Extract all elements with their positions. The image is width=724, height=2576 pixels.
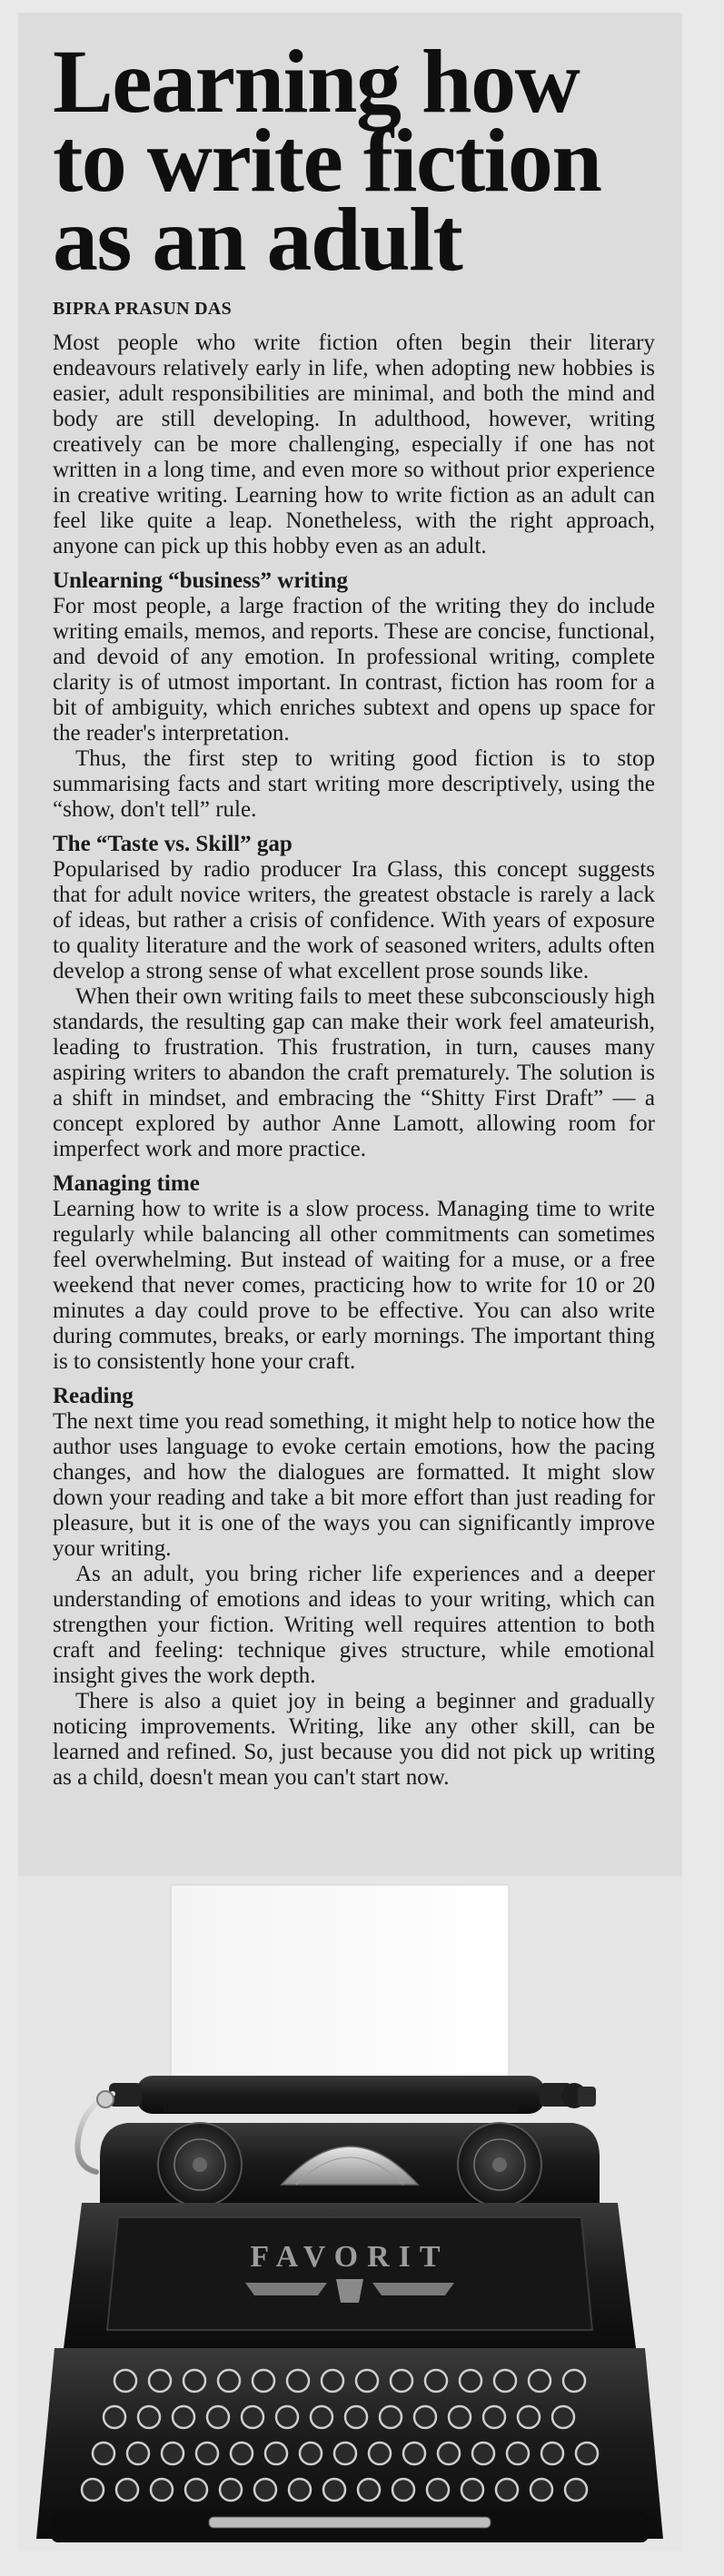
intro-paragraph: Most people who write fiction often begin their literary endeavours relatively early in life, when adopting new hobbies is easier, adult responsibilities are minimal, and both the mind and body are still developing. In adulthood, however, writing creatively can be more challenging, especially if one has not written in a long time, and even more so without prior experience in creative writing. Learning how to write fiction as an adult can feel like quite a leap. Nonetheless, with the right approach, anyone can pick up this hobby even as an adult. <box>53 331 655 558</box>
section-heading-managing-time: Managing time <box>53 1171 200 1196</box>
paragraph: The next time you read something, it might help to notice how the author uses language to evoke certain emotions, how the pacing changes, and how the dialogues are formatted. It might slow down your reading and take a bit more effort than just reading for pleasure, but it is one of the ways you can significantly improve your writing. <box>53 1409 655 1561</box>
paragraph: Thus, the first step to writing good fiction is to stop summarising facts and start writing more descriptively, using the “show, don't tell” rule. <box>53 746 655 822</box>
paragraph: As an adult, you bring richer life experiences and a deeper understanding of emotions and ideas to your writing, which can strengthen your fiction. Writing well requires attention to both craft and feeling: technique gives structure, while emotional insight gives the work depth. <box>53 1562 655 1688</box>
headline-line-1: Learning how <box>53 31 580 132</box>
paragraph: For most people, a large fraction of the writing they do include writing emails, memos, and reports. These are concise, functional, and devoid of any emotion. In professional writing, complete clarity is of utmost important. In contrast, fiction has room for a bit of ambiguity, which enriches subtext and opens up space for the reader's interpretation. <box>53 594 655 745</box>
paper-sheet <box>171 1885 509 2103</box>
typewriter-photo <box>18 1876 682 2551</box>
byline: BIPRA PRASUN DAS <box>53 299 233 319</box>
paragraph: There is also a quiet joy in being a beginner and gradually noticing improvements. Writing, like any other skill, can be learned and refined. So, just because you did not pick up writing as a child, doesn't mean you can't start now. <box>53 1689 655 1790</box>
headline <box>53 31 655 290</box>
space-bar <box>209 2517 491 2528</box>
typewriter-illustration <box>18 1876 682 2551</box>
headline-line-3: as an adult <box>53 189 462 290</box>
brand-nameplate: FAVORIT <box>250 2240 450 2274</box>
paragraph: Popularised by radio producer Ira Glass, this concept suggests that for adult novice writers, the greatest obstacle is rarely a lack of ideas, but rather a crisis of confidence. With years of exposure to quality literature and the work of seasoned writers, adults often develop a strong sense of what excellent prose sounds like. <box>53 857 655 983</box>
article-body <box>53 331 655 1791</box>
section-heading-unlearning: Unlearning “business” writing <box>53 568 349 593</box>
section-heading-reading: Reading <box>53 1384 134 1408</box>
paragraph: When their own writing fails to meet these subconsciously high standards, the resulting gap can make their work feel amateurish, leading to frustration. This frustration, in turn, causes many aspiring writers to abandon the craft prematurely. The solution is a shift in mindset, and embracing the “Shitty First Draft” — a concept explored by author Anne Lamott, allowing room for imperfect work and more practice. <box>53 984 655 1161</box>
section-heading-taste-skill: The “Taste vs. Skill” gap <box>53 832 293 856</box>
paragraph: Learning how to write is a slow process. Managing time to write regularly while balancing all other commitments can sometimes feel overwhelming. But instead of waiting for a muse, or a free weekend that never comes, practicing how to write for 10 or 20 minutes a day could prove to be effective. You can also write during commutes, breaks, or early mornings. The important thing is to consistently hone your craft. <box>53 1197 655 1374</box>
article-page <box>18 13 682 2551</box>
headline-line-2: to write fiction <box>53 110 601 211</box>
